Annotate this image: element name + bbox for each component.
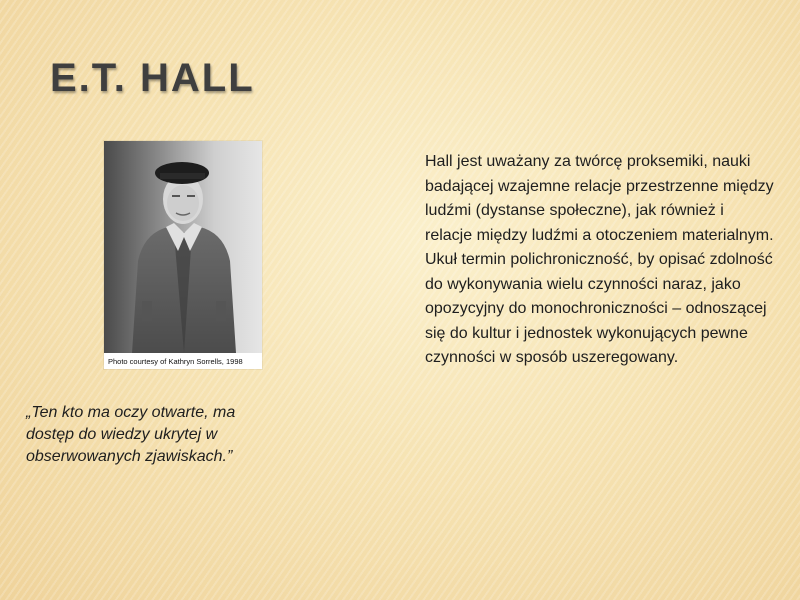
slide-title: E.T. HALL bbox=[50, 56, 255, 100]
portrait-photo bbox=[104, 141, 262, 369]
portrait-image bbox=[104, 141, 262, 369]
photo-caption: Photo courtesy of Kathryn Sorrells, 1998 bbox=[108, 357, 243, 366]
description-text: Hall jest uważany za twórcę proksemiki, nauki badającej wzajemne relacje przestrzenne między ludźmi (dystanse społeczne), jak również i relacje między ludźmi a otoczeniem materialnym. Ukuł termin polichroniczność, by opisać zdolność do wykonywania wielu czynności naraz, jako opozycyjny do monochroniczności – odnoszącej się do kultur i jednostek wykonujących pewne czynności w sposób uszeregowany. bbox=[425, 153, 774, 366]
quote-text: „Ten kto ma oczy otwarte, ma dostęp do wiedzy ukrytej w obserwowanych zjawiskach.” bbox=[26, 404, 236, 465]
